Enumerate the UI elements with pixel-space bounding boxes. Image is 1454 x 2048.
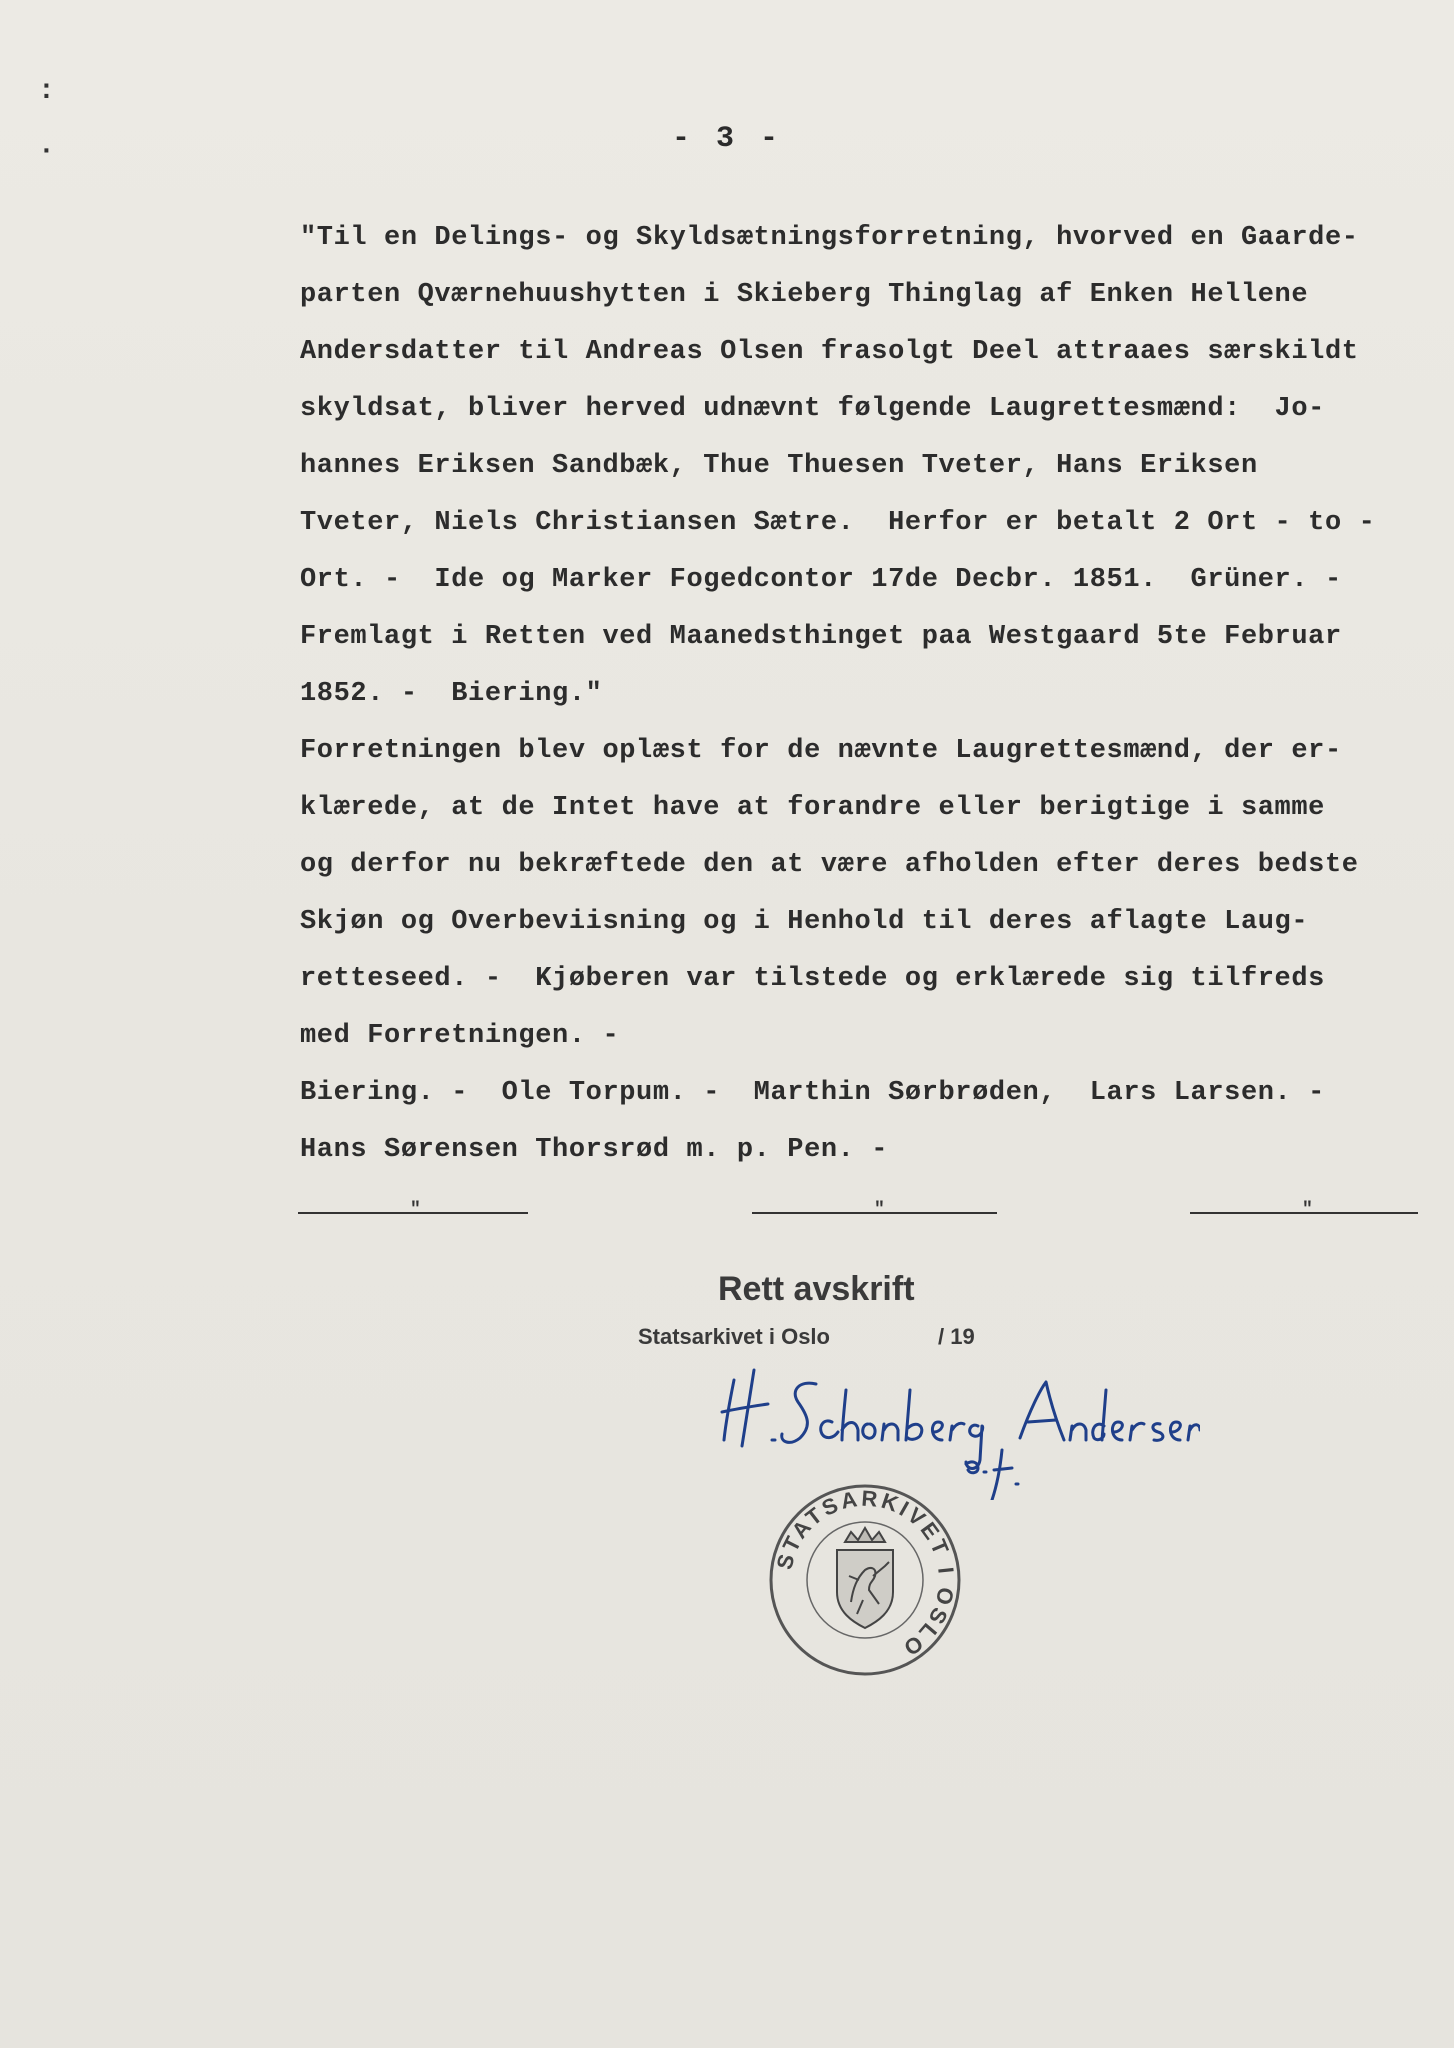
ditto-rule — [1190, 1200, 1418, 1220]
archive-seal — [765, 1480, 965, 1680]
document-body — [300, 210, 1430, 1179]
ditto-mark: " — [874, 1200, 885, 1220]
handwritten-signature — [720, 1360, 1200, 1500]
text-line: Forretningen blev oplæst for de nævnte Laugrettesmænd, der er- — [300, 736, 1342, 766]
text-line: "Til en Delings- og Skyldsætningsforretning, hvorved en Gaarde- — [300, 223, 1359, 253]
certification-title: Rett avskrift — [718, 1270, 915, 1308]
ditto-rule — [298, 1200, 528, 1220]
text-line: Fremlagt i Retten ved Maanedsthinget paa Westgaard 5te Februar — [300, 622, 1342, 652]
text-line: Skjøn og Overbeviisning og i Henhold til deres aflagte Laug- — [300, 907, 1309, 937]
text-line: klærede, at de Intet have at forandre eller berigtige i samme — [300, 793, 1325, 823]
ditto-mark: " — [1302, 1200, 1313, 1220]
ditto-rules — [0, 1198, 1454, 1228]
text-line: 1852. - Biering." — [300, 679, 603, 709]
text-line: parten Qværnehuushytten i Skieberg Thinglag af Enken Hellene — [300, 280, 1309, 310]
text-line: Hans Sørensen Thorsrød m. p. Pen. - — [300, 1135, 889, 1165]
text-line: skyldsat, bliver herved udnævnt følgende Laugrettesmænd: Jo- — [300, 394, 1325, 424]
margin-mark: : — [38, 76, 55, 107]
text-line: Tveter, Niels Christiansen Sætre. Herfor er betalt 2 Ort - to - — [300, 508, 1376, 538]
text-line: med Forretningen. - — [300, 1021, 620, 1051]
date-blank: / 19 — [938, 1324, 975, 1349]
page-number: - 3 - — [671, 122, 782, 156]
text-line: Andersdatter til Andreas Olsen frasolgt Deel attraaes særskildt — [300, 337, 1359, 367]
seal-text: STATSARKIVET I OSLO — [771, 1485, 960, 1663]
text-line: Biering. - Ole Torpum. - Marthin Sørbrøden, Lars Larsen. - — [300, 1078, 1325, 1108]
ditto-rule — [752, 1200, 997, 1220]
text-line: og derfor nu bekræftede den at være afholden efter deres bedste — [300, 850, 1359, 880]
text-line: retteseed. - Kjøberen var tilstede og erklærede sig tilfreds — [300, 964, 1325, 994]
margin-mark: · — [38, 136, 55, 167]
text-line: Ort. - Ide og Marker Fogedcontor 17de Decbr. 1851. Grüner. - — [300, 565, 1342, 595]
text-line: hannes Eriksen Sandbæk, Thue Thuesen Tveter, Hans Eriksen — [300, 451, 1258, 481]
archive-line: Statsarkivet i Oslo — [638, 1324, 830, 1349]
ditto-mark: " — [410, 1200, 421, 1220]
